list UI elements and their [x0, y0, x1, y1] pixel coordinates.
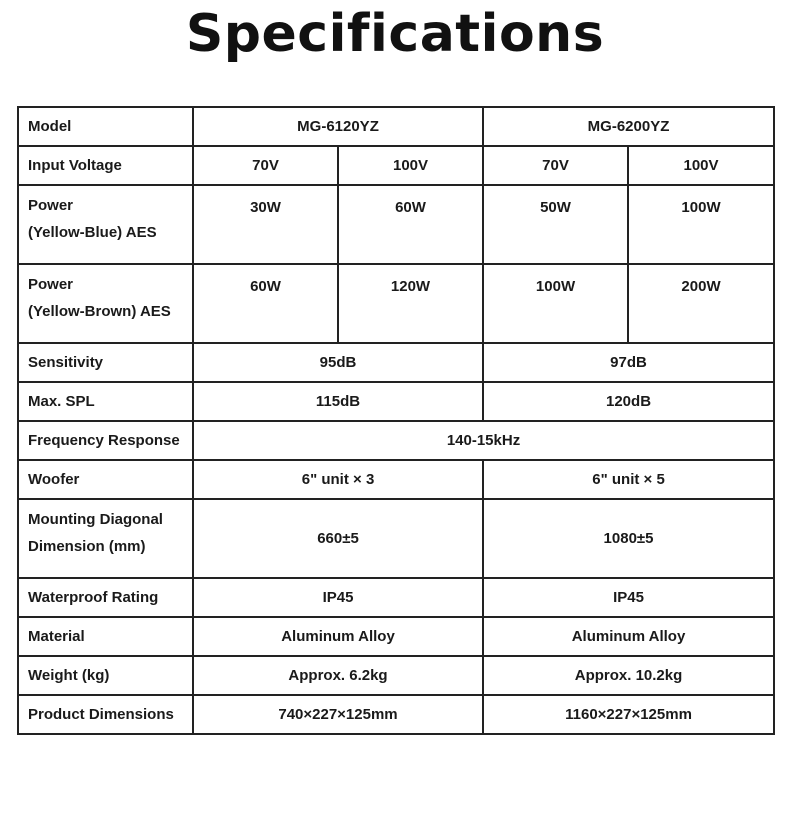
row-label-max-spl: Max. SPL: [18, 382, 193, 421]
row-label-power-yellow-brown: [18, 264, 193, 343]
table-cell: 120dB: [483, 382, 774, 421]
row-label-line: Dimension (mm): [28, 538, 146, 555]
row-label-weight: Weight (kg): [18, 656, 193, 695]
table-cell: 70V: [193, 146, 338, 185]
model-a-cell: MG-6120YZ: [193, 107, 483, 146]
table-cell: 115dB: [193, 382, 483, 421]
table-cell: 1080±5: [483, 499, 774, 578]
row-label-input-voltage: Input Voltage: [18, 146, 193, 185]
row-label-line: (Yellow-Brown) AES: [28, 303, 171, 320]
table-cell: Approx. 10.2kg: [483, 656, 774, 695]
row-label-line: Mounting Diagonal: [28, 511, 163, 528]
table-cell: 100W: [628, 185, 774, 264]
table-row-frequency-response: [18, 421, 774, 460]
row-label-line: (Yellow-Blue) AES: [28, 224, 157, 241]
table-row-power-yellow-brown: [18, 264, 774, 343]
table-cell: 660±5: [193, 499, 483, 578]
table-cell: 100V: [338, 146, 483, 185]
table-row-waterproof-rating: [18, 578, 774, 617]
table-cell: 6" unit × 5: [483, 460, 774, 499]
row-label-waterproof-rating: Waterproof Rating: [18, 578, 193, 617]
row-label-material: Material: [18, 617, 193, 656]
table-row-product-dimensions: [18, 695, 774, 734]
table-row-max-spl: [18, 382, 774, 421]
table-row-woofer: [18, 460, 774, 499]
row-label-woofer: Woofer: [18, 460, 193, 499]
table-cell: 97dB: [483, 343, 774, 382]
table-cell: 30W: [193, 185, 338, 264]
row-label-power-yellow-blue: [18, 185, 193, 264]
table-cell: 95dB: [193, 343, 483, 382]
row-label-line: Power: [28, 197, 74, 214]
table-row-mounting-diagonal: [18, 499, 774, 578]
row-label-frequency-response: Frequency Response: [18, 421, 193, 460]
model-b-cell: MG-6200YZ: [483, 107, 774, 146]
page-title: Specifications: [185, 4, 605, 64]
table-row-model: [18, 107, 774, 146]
table-row-input-voltage: [18, 146, 774, 185]
table-cell: 100W: [483, 264, 628, 343]
table-cell: 70V: [483, 146, 628, 185]
table-row-material: [18, 617, 774, 656]
table-cell: 1160×227×125mm: [483, 695, 774, 734]
table-cell: 100V: [628, 146, 774, 185]
table-row-weight: [18, 656, 774, 695]
table-cell: 60W: [338, 185, 483, 264]
table-cell: Aluminum Alloy: [483, 617, 774, 656]
table-row-power-yellow-blue: [18, 185, 774, 264]
row-label-line: Power: [28, 276, 74, 293]
row-label-product-dimensions: Product Dimensions: [18, 695, 193, 734]
table-cell: Aluminum Alloy: [193, 617, 483, 656]
table-cell: 60W: [193, 264, 338, 343]
table-cell: 200W: [628, 264, 774, 343]
spec-table: [17, 106, 775, 735]
table-cell: IP45: [483, 578, 774, 617]
row-label-mounting-diagonal: [18, 499, 193, 578]
table-cell: Approx. 6.2kg: [193, 656, 483, 695]
row-label-model: Model: [18, 107, 193, 146]
row-label-sensitivity: Sensitivity: [18, 343, 193, 382]
table-cell: 50W: [483, 185, 628, 264]
table-cell: 140-15kHz: [193, 421, 774, 460]
table-cell: IP45: [193, 578, 483, 617]
table-row-sensitivity: [18, 343, 774, 382]
table-cell: 120W: [338, 264, 483, 343]
table-cell: 6" unit × 3: [193, 460, 483, 499]
table-cell: 740×227×125mm: [193, 695, 483, 734]
